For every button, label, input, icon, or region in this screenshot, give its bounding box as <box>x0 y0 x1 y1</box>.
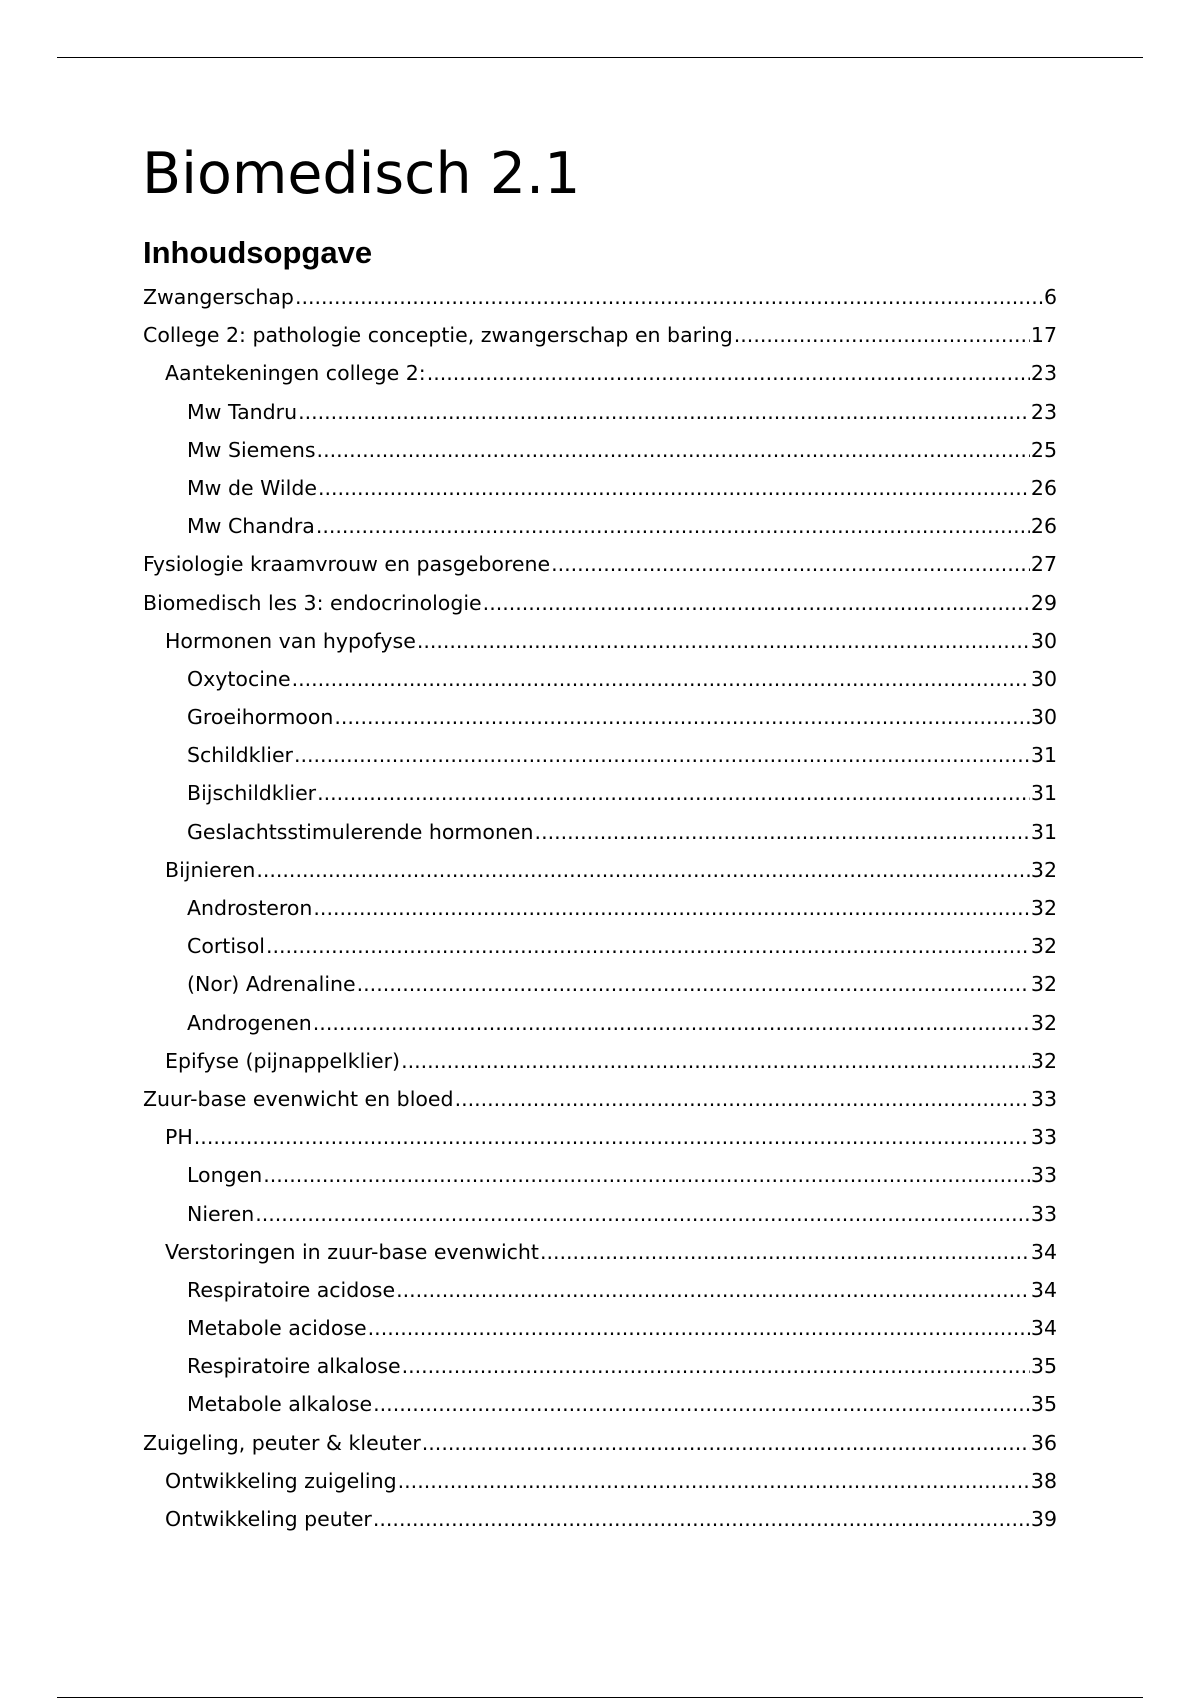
toc-entry[interactable] <box>143 393 1057 431</box>
toc-entry[interactable] <box>143 965 1057 1003</box>
toc-dot-leader <box>373 1385 1030 1423</box>
toc-dot-leader <box>295 278 1043 316</box>
toc-entry-label: Zuur-base evenwicht en bloed <box>143 1086 454 1111</box>
toc-entry-label: Verstoringen in zuur-base evenwicht <box>165 1239 539 1264</box>
toc-dot-leader <box>334 698 1030 736</box>
toc-entry[interactable] <box>143 1195 1057 1233</box>
toc-entry-label: Bijschildklier <box>187 781 317 806</box>
toc-entry[interactable] <box>143 584 1057 622</box>
toc-entry[interactable] <box>143 278 1057 316</box>
toc-dot-leader <box>294 736 1030 774</box>
toc-entry[interactable] <box>143 1385 1057 1423</box>
toc-dot-leader <box>540 1233 1030 1271</box>
toc-entry-page-number: 35 <box>1030 1392 1057 1417</box>
toc-dot-leader <box>398 1462 1030 1500</box>
toc-entry-label: PH <box>165 1125 193 1150</box>
toc-entry-label: Aantekeningen college 2: <box>165 361 426 386</box>
toc-entry-label: Schildklier <box>187 743 293 768</box>
toc-entry-page-number: 33 <box>1030 1163 1057 1188</box>
toc-entry-label: Ontwikkeling zuigeling <box>165 1468 397 1493</box>
toc-entry-page-number: 23 <box>1030 361 1057 386</box>
page-bottom-rule <box>57 1697 1143 1698</box>
toc-entry[interactable] <box>143 1118 1057 1156</box>
toc-entry-label: Zwangerschap <box>143 285 294 309</box>
toc-entry-label: Cortisol <box>187 934 265 959</box>
toc-entry[interactable] <box>143 1424 1057 1462</box>
toc-entry-page-number: 32 <box>1030 934 1057 959</box>
toc-entry[interactable] <box>143 1042 1057 1080</box>
toc-dot-leader <box>455 1080 1030 1118</box>
toc-entry[interactable] <box>143 698 1057 736</box>
toc-dot-leader <box>368 1309 1030 1347</box>
toc-dot-leader <box>401 1042 1030 1080</box>
toc-entry-label: College 2: pathologie conceptie, zwangerschap en baring <box>143 323 733 348</box>
toc-entry-label: Respiratoire acidose <box>187 1277 396 1302</box>
toc-entry[interactable] <box>143 889 1057 927</box>
toc-entry[interactable] <box>143 1347 1057 1385</box>
toc-dot-leader <box>535 813 1030 851</box>
toc-dot-leader <box>373 1500 1030 1538</box>
toc-entry-label: Mw Siemens <box>187 437 316 462</box>
toc-dot-leader <box>357 965 1030 1003</box>
toc-entry-label: Hormonen van hypofyse <box>165 628 416 653</box>
toc-entry-label: Respiratoire alkalose <box>187 1354 401 1379</box>
toc-entry-page-number: 38 <box>1030 1468 1057 1493</box>
toc-entry[interactable] <box>143 1271 1057 1309</box>
page-top-rule <box>57 57 1143 58</box>
toc-entry-label: Epifyse (pijnappelklier) <box>165 1048 401 1073</box>
toc-entry-page-number: 27 <box>1030 552 1057 577</box>
toc-entry-page-number: 31 <box>1030 781 1057 806</box>
toc-entry-label: Biomedisch les 3: endocrinologie <box>143 590 482 615</box>
toc-entry[interactable] <box>143 1500 1057 1538</box>
toc-dot-leader <box>422 1424 1030 1462</box>
toc-entry-page-number: 32 <box>1030 1010 1057 1035</box>
toc-entry-label: (Nor) Adrenaline <box>187 972 356 997</box>
toc-entry-page-number: 30 <box>1030 705 1057 730</box>
toc-entry-page-number: 34 <box>1030 1316 1057 1341</box>
toc-dot-leader <box>292 660 1030 698</box>
toc-dot-leader <box>316 507 1030 545</box>
toc-entry-page-number: 33 <box>1030 1201 1057 1226</box>
toc-heading: Inhoudsopgave <box>143 235 373 270</box>
toc-entry-page-number: 34 <box>1030 1277 1057 1302</box>
toc-dot-leader <box>266 927 1030 965</box>
toc-entry[interactable] <box>143 545 1057 583</box>
toc-entry[interactable] <box>143 1309 1057 1347</box>
toc-entry-label: Oxytocine <box>187 666 291 691</box>
toc-entry[interactable] <box>143 1233 1057 1271</box>
toc-entry[interactable] <box>143 1080 1057 1118</box>
toc-dot-leader <box>263 1156 1030 1194</box>
toc-entry[interactable] <box>143 774 1057 812</box>
toc-entry-label: Androgenen <box>187 1010 312 1035</box>
table-of-contents <box>143 278 1057 1538</box>
toc-entry-label: Androsteron <box>187 896 313 920</box>
toc-entry-page-number: 17 <box>1030 323 1057 348</box>
toc-entry[interactable] <box>143 507 1057 545</box>
toc-entry[interactable] <box>143 1156 1057 1194</box>
toc-dot-leader <box>256 851 1030 889</box>
toc-entry-page-number: 33 <box>1030 1086 1057 1111</box>
toc-entry-label: Longen <box>187 1163 263 1188</box>
toc-dot-leader <box>318 469 1030 507</box>
document-title: Biomedisch 2.1 <box>142 141 581 207</box>
toc-dot-leader <box>317 774 1030 812</box>
toc-dot-leader <box>396 1271 1030 1309</box>
toc-entry[interactable] <box>143 1462 1057 1500</box>
toc-entry-label: Bijnieren <box>165 857 256 882</box>
toc-entry-page-number: 30 <box>1030 628 1057 653</box>
toc-entry-page-number: 25 <box>1030 437 1057 462</box>
toc-entry[interactable] <box>143 660 1057 698</box>
toc-entry-label: Mw Chandra <box>187 514 315 539</box>
toc-entry-label: Mw Tandru <box>187 399 298 424</box>
toc-entry[interactable] <box>143 622 1057 660</box>
toc-entry-page-number: 32 <box>1030 857 1057 882</box>
toc-entry-label: Mw de Wilde <box>187 475 317 500</box>
toc-entry[interactable] <box>143 927 1057 965</box>
toc-entry[interactable] <box>143 813 1057 851</box>
toc-entry-page-number: 32 <box>1030 1048 1057 1073</box>
toc-dot-leader <box>194 1118 1030 1156</box>
toc-dot-leader <box>298 393 1030 431</box>
toc-entry-page-number: 33 <box>1030 1125 1057 1150</box>
toc-entry-page-number: 26 <box>1030 514 1057 539</box>
toc-entry-page-number: 23 <box>1030 399 1057 424</box>
toc-entry-page-number: 32 <box>1030 972 1057 997</box>
toc-entry-page-number: 6 <box>1043 285 1057 309</box>
toc-entry[interactable] <box>143 1004 1057 1042</box>
toc-entry[interactable] <box>143 354 1057 392</box>
toc-dot-leader <box>483 584 1030 622</box>
toc-entry-page-number: 36 <box>1030 1430 1057 1455</box>
toc-entry[interactable] <box>143 431 1057 469</box>
toc-entry-page-number: 31 <box>1030 819 1057 844</box>
toc-entry-page-number: 32 <box>1030 896 1057 920</box>
toc-entry-label: Groeihormoon <box>187 705 334 730</box>
toc-dot-leader <box>402 1347 1030 1385</box>
toc-dot-leader <box>427 354 1030 392</box>
toc-entry-label: Metabole alkalose <box>187 1392 373 1417</box>
toc-entry-page-number: 34 <box>1030 1239 1057 1264</box>
toc-dot-leader <box>313 1004 1030 1042</box>
toc-entry-label: Ontwikkeling peuter <box>165 1507 372 1531</box>
toc-entry-label: Geslachtsstimulerende hormonen <box>187 819 534 844</box>
toc-entry-label: Nieren <box>187 1201 255 1226</box>
toc-entry-label: Fysiologie kraamvrouw en pasgeborene <box>143 552 551 577</box>
toc-entry[interactable] <box>143 316 1057 354</box>
toc-entry-page-number: 26 <box>1030 475 1057 500</box>
toc-dot-leader <box>255 1195 1030 1233</box>
toc-entry-page-number: 35 <box>1030 1354 1057 1379</box>
toc-entry-page-number: 29 <box>1030 590 1057 615</box>
toc-dot-leader <box>317 431 1030 469</box>
toc-entry-page-number: 30 <box>1030 666 1057 691</box>
toc-entry[interactable] <box>143 851 1057 889</box>
toc-dot-leader <box>551 545 1030 583</box>
toc-entry[interactable] <box>143 736 1057 774</box>
toc-entry[interactable] <box>143 469 1057 507</box>
toc-entry-label: Zuigeling, peuter & kleuter <box>143 1430 421 1455</box>
toc-dot-leader <box>417 622 1030 660</box>
toc-entry-label: Metabole acidose <box>187 1316 367 1341</box>
toc-entry-page-number: 39 <box>1030 1507 1057 1531</box>
toc-entry-page-number: 31 <box>1030 743 1057 768</box>
toc-dot-leader <box>734 316 1030 354</box>
toc-dot-leader <box>313 889 1030 927</box>
